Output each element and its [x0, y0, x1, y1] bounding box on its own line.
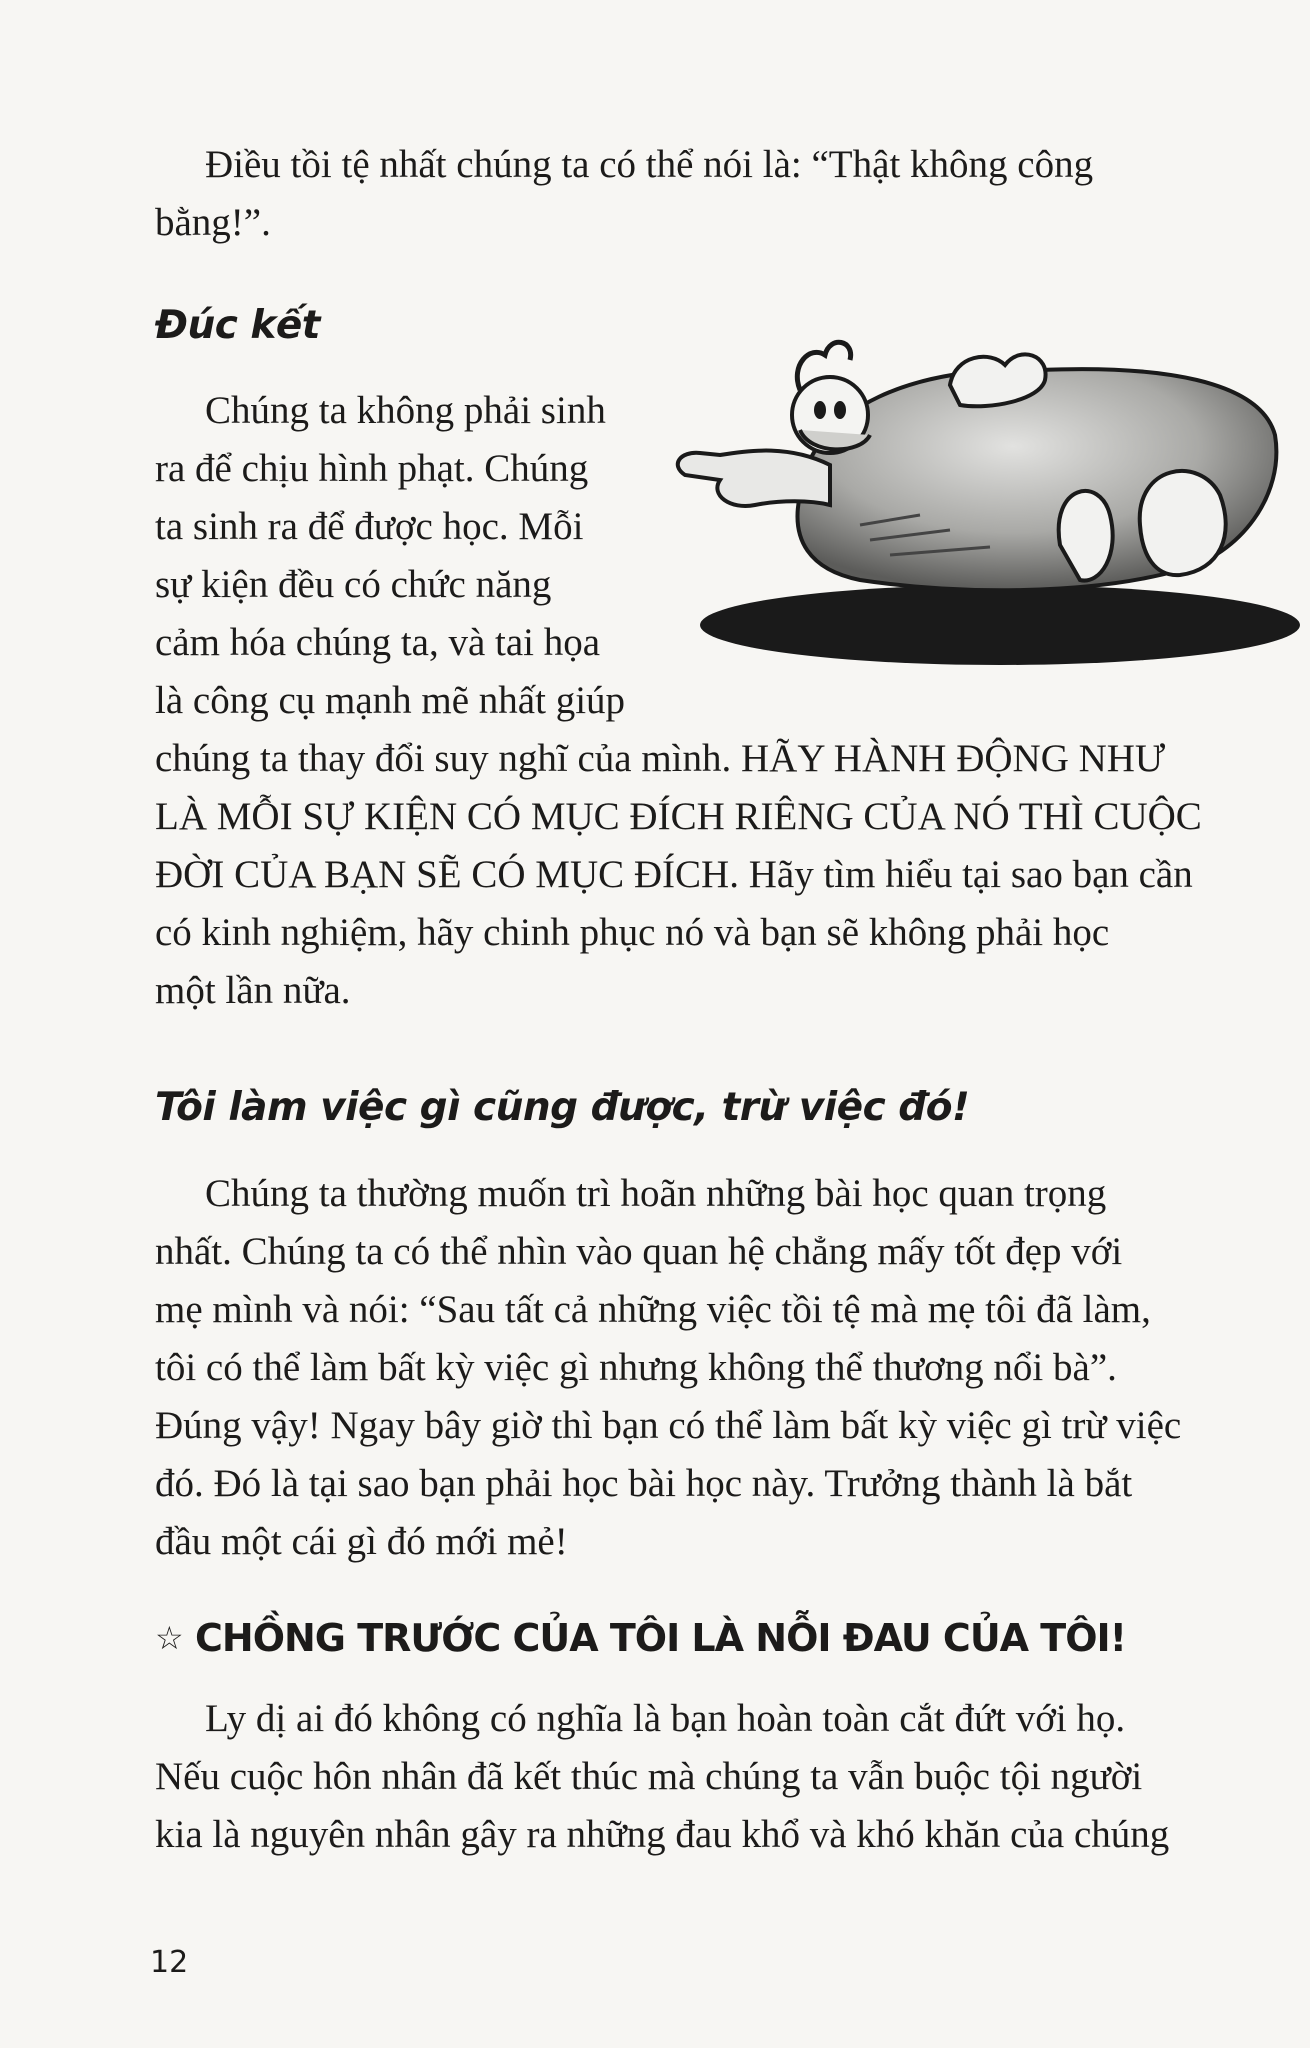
summary-heading: Đúc kết — [155, 303, 320, 348]
summary-full-line-1: chúng ta thay đổi suy nghĩ của mình. HÃY HÀNH ĐỘNG NHƯ — [155, 737, 1166, 780]
anything-but-line-2: nhất. Chúng ta có thể nhìn vào quan hệ chẳng mấy tốt đẹp với — [155, 1230, 1123, 1273]
anything-but-line-3: mẹ mình và nói: “Sau tất cả những việc tồi tệ mà mẹ tôi đã làm, — [155, 1288, 1151, 1331]
pointing-arm-shape — [678, 451, 830, 506]
ex-husband-line-2: Nếu cuộc hôn nhân đã kết thúc mà chúng ta vẫn buộc tội người — [155, 1755, 1143, 1798]
shadow-shape — [700, 585, 1300, 665]
anything-but-line-1: Chúng ta thường muốn trì hoãn những bài học quan trọng — [205, 1172, 1107, 1215]
eye-shape — [834, 401, 846, 419]
ex-husband-heading — [155, 1612, 1126, 1664]
intro-line-2: bằng!”. — [155, 201, 271, 244]
summary-line-2: ra để chịu hình phạt. Chúng — [155, 447, 589, 490]
anything-but-line-6: đó. Đó là tại sao bạn phải học bài học này. Trưởng thành là bắt — [155, 1462, 1133, 1505]
ex-husband-paragraph — [155, 1690, 1230, 1864]
summary-full-line-2: LÀ MỖI SỰ KIỆN CÓ MỤC ĐÍCH RIÊNG CỦA NÓ THÌ CUỘC — [155, 795, 1202, 838]
ex-husband-line-3: kia là nguyên nhân gây ra những đau khổ và khó khăn của chúng — [155, 1813, 1170, 1856]
summary-line-4: sự kiện đều có chức năng — [155, 563, 552, 606]
ex-husband-heading-text: CHỒNG TRƯỚC CỦA TÔI LÀ NỖI ĐAU CỦA TÔI! — [195, 1616, 1127, 1660]
ex-husband-line-1: Ly dị ai đó không có nghĩa là bạn hoàn toàn cắt đứt với họ. — [205, 1697, 1126, 1740]
cartoon-boulder-illustration — [660, 325, 1300, 695]
anything-but-line-4: tôi có thể làm bất kỳ việc gì nhưng không thể thương nổi bà”. — [155, 1346, 1117, 1389]
summary-full-line-3: ĐỜI CỦA BẠN SẼ CÓ MỤC ĐÍCH. Hãy tìm hiểu tại sao bạn cần — [155, 853, 1193, 896]
summary-line-1: Chúng ta không phải sinh — [205, 389, 606, 432]
summary-line-5: cảm hóa chúng ta, và tai họa — [155, 621, 601, 664]
intro-line-1: Điều tồi tệ nhất chúng ta có thể nói là: “Thật không công — [205, 143, 1094, 186]
anything-but-line-5: Đúng vậy! Ngay bây giờ thì bạn có thể làm bất kỳ việc gì trừ việc — [155, 1404, 1182, 1447]
intro-paragraph — [155, 136, 1230, 252]
anything-but-paragraph — [155, 1165, 1230, 1571]
anything-but-heading: Tôi làm việc gì cũng được, trừ việc đó! — [155, 1085, 970, 1130]
anything-but-line-7: đầu một cái gì đó mới mẻ! — [155, 1520, 568, 1563]
summary-line-3: ta sinh ra để được học. Mỗi — [155, 505, 584, 548]
summary-full-line-5: một lần nữa. — [155, 969, 351, 1012]
summary-full-line-4: có kinh nghiệm, hãy chinh phục nó và bạn sẽ không phải học — [155, 911, 1110, 954]
star-icon: ☆ — [155, 1619, 183, 1657]
summary-continuation — [155, 730, 1230, 1020]
foot-shape — [1140, 471, 1226, 575]
page-number: 12 — [150, 1945, 189, 1980]
summary-wrapped-text — [155, 382, 653, 730]
eye-shape — [814, 401, 826, 419]
summary-line-6: là công cụ mạnh mẽ nhất giúp — [155, 679, 626, 722]
